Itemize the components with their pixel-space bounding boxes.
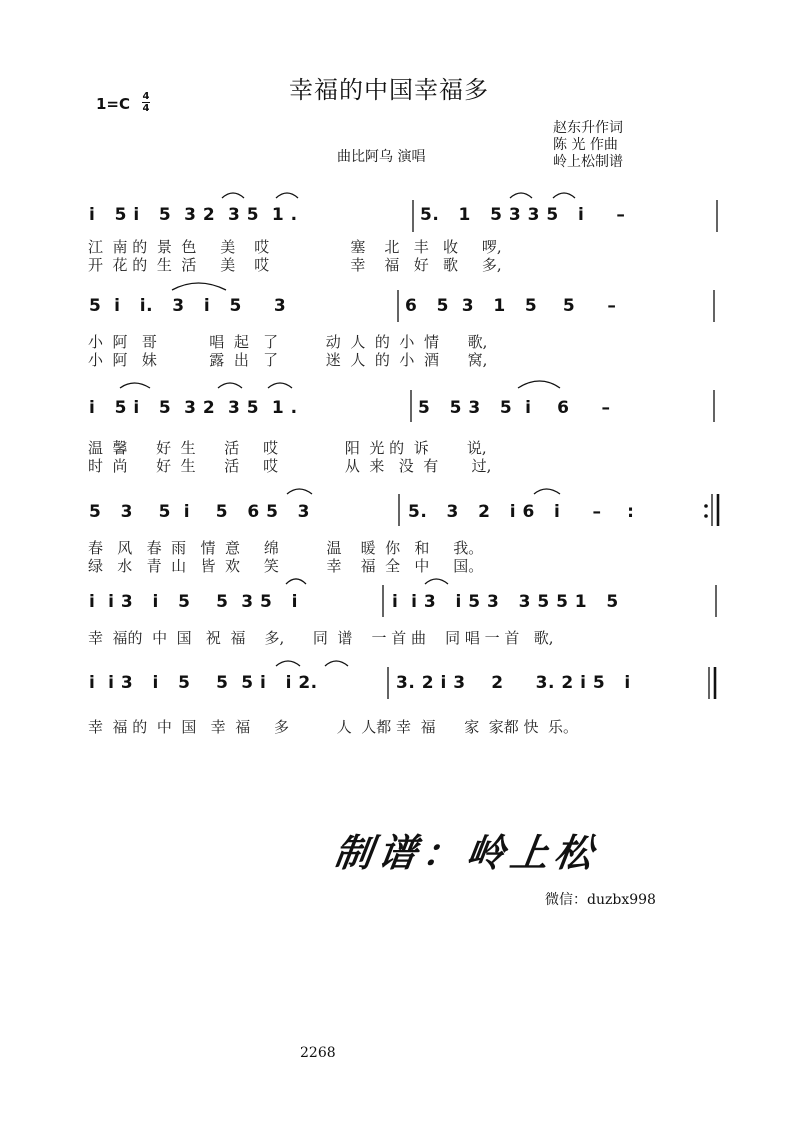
repeat-dot bbox=[704, 514, 708, 518]
lyrics-verse-1: 幸 福的 中 国 祝 福 多, 同 谱 一 首 曲 同 唱 一 首 歌, bbox=[88, 629, 554, 647]
lyrics-verse-2: 绿 水 青 山 皆 欢 笑 幸 福 全 中 国。 bbox=[88, 557, 484, 575]
notes-right: 5. 1 5 3 3 5 i – bbox=[420, 205, 626, 225]
lyrics-verse-1: 小 阿 哥 唱 起 了 动 人 的 小 情 歌, bbox=[88, 333, 488, 351]
slur bbox=[518, 381, 560, 388]
slur bbox=[276, 193, 298, 198]
meter-top: 4 bbox=[142, 91, 150, 102]
lyrics-verse-1: 幸 福 的 中 国 幸 福 多 人 人都 幸 福 家 家都 快 乐。 bbox=[88, 718, 579, 736]
composer-credit: 陈 光 作曲 bbox=[553, 137, 618, 153]
lyrics-verse-2: 开 花 的 生 活 美 哎 幸 福 好 歌 多, bbox=[88, 256, 502, 274]
notes-left: i i 3 i 5 5 3 5 i bbox=[89, 592, 298, 612]
notes-left: i 5 i 5 3 2 3 5 1 . bbox=[89, 205, 298, 225]
notes-right: 5. 3 2 i 6 i – : bbox=[408, 502, 635, 522]
performer-credit: 曲比阿乌 演唱 bbox=[337, 149, 426, 165]
slur bbox=[120, 383, 150, 388]
notes-left: i i 3 i 5 5 5 i i 2. bbox=[89, 673, 318, 693]
notes-left: i 5 i 5 3 2 3 5 1 . bbox=[89, 398, 298, 418]
key-signature: 1=C bbox=[96, 95, 131, 113]
repeat-dot bbox=[704, 504, 708, 508]
song-title: 幸福的中国幸福多 bbox=[289, 76, 489, 104]
slur bbox=[287, 489, 312, 494]
slur bbox=[276, 661, 300, 666]
lyrics-verse-2: 时 尚 好 生 活 哎 从 来 没 有 过, bbox=[88, 457, 492, 475]
page-number: 2268 bbox=[300, 1045, 336, 1061]
slur bbox=[172, 283, 226, 290]
slur bbox=[222, 193, 244, 198]
slur bbox=[510, 193, 532, 198]
slur bbox=[534, 489, 560, 494]
notes-right: 6 5 3 1 5 5 – bbox=[405, 296, 617, 316]
slur bbox=[325, 661, 348, 666]
transcriber-credit: 岭上松制谱 bbox=[553, 154, 623, 170]
meter-bottom: 4 bbox=[142, 103, 150, 114]
slur bbox=[553, 193, 575, 198]
lyrics-verse-1: 江 南 的 景 色 美 哎 塞 北 丰 收 啰, bbox=[88, 238, 502, 256]
lyricist-credit: 赵东升作词 bbox=[553, 120, 623, 136]
notes-right: 3. 2 i 3 2 3. 2 i 5 i bbox=[396, 673, 631, 693]
slur bbox=[218, 383, 242, 388]
notes-left: 5 3 5 i 5 6 5 3 bbox=[89, 502, 310, 522]
transcriber-signature: 制谱：岭上松 bbox=[331, 830, 602, 875]
notes-right: i i 3 i 5 3 3 5 5 1 5 bbox=[392, 592, 619, 612]
lyrics-verse-2: 小 阿 妹 露 出 了 迷 人 的 小 酒 窝, bbox=[88, 351, 488, 369]
wechat-contact: 微信：duzbx998 bbox=[545, 892, 656, 908]
slur bbox=[268, 383, 292, 388]
lyrics-verse-1: 温 馨 好 生 活 哎 阳 光 的 诉 说, bbox=[88, 439, 487, 457]
lyrics-verse-1: 春 风 春 雨 情 意 绵 温 暖 你 和 我。 bbox=[88, 539, 484, 557]
slur bbox=[286, 579, 306, 584]
notes-right: 5 5 3 5 i 6 – bbox=[418, 398, 611, 418]
slur bbox=[425, 579, 448, 584]
notes-left: 5 i i. 3 i 5 3 bbox=[89, 296, 287, 316]
